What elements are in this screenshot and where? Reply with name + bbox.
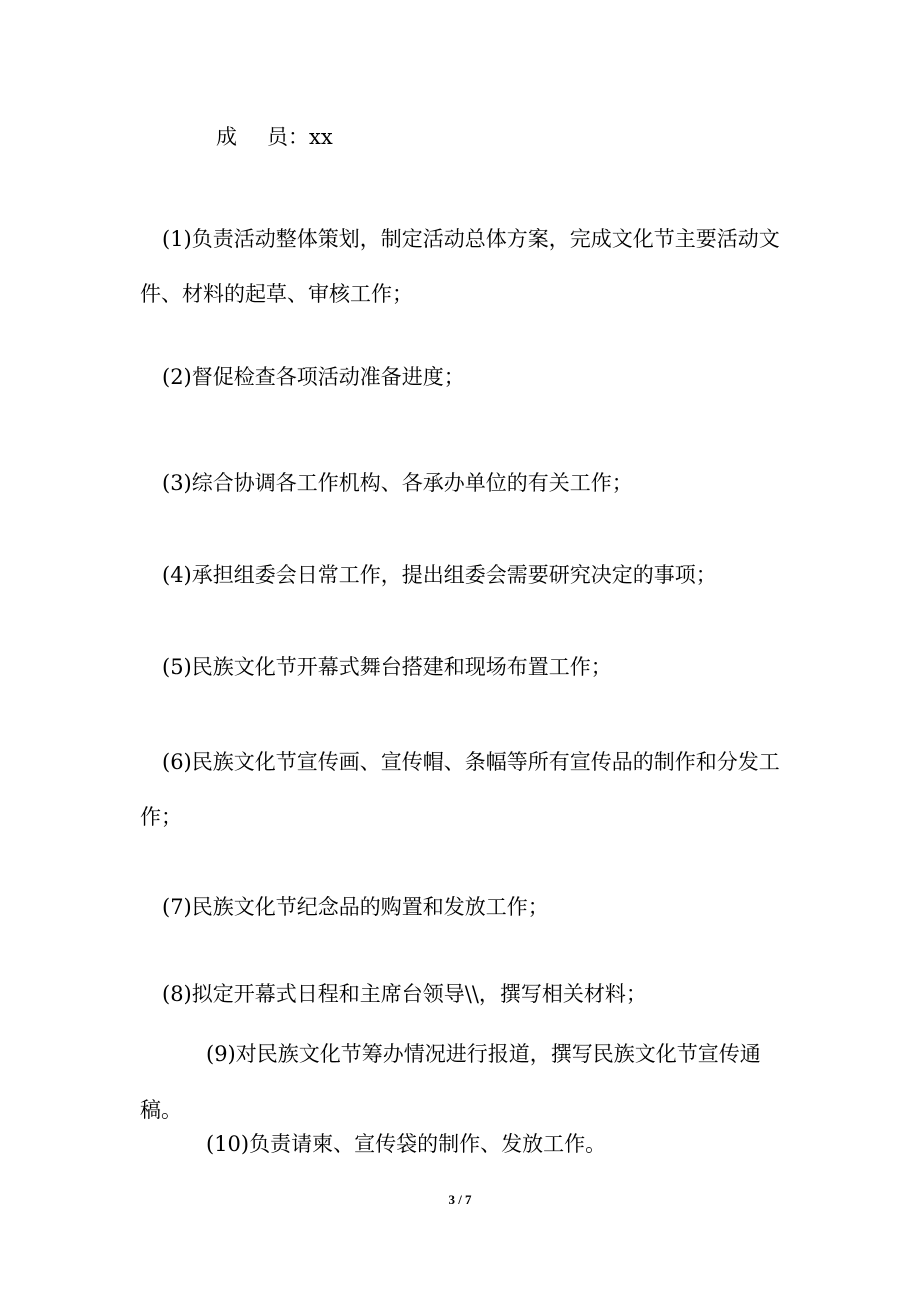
item-2: (2)督促检查各项活动准备进度； <box>162 365 465 389</box>
item-3: (3)综合协调各工作机构、各承办单位的有关工作； <box>162 471 633 495</box>
item-7: (7)民族文化节纪念品的购置和发放工作； <box>162 895 549 919</box>
item-5: (5)民族文化节开幕式舞台搭建和现场布置工作； <box>162 655 612 679</box>
member-line <box>216 123 333 152</box>
item-4: (4)承担组委会日常工作，提出组委会需要研究决定的事项； <box>162 563 717 587</box>
page-number: 3 / 7 <box>448 1192 472 1207</box>
item-10: (10)负责请柬、宣传袋的制作、发放工作。 <box>206 1132 607 1156</box>
item-8: (8)拟定开幕式日程和主席台领导\\，撰写相关材料； <box>162 982 647 1006</box>
item-6: (6)民族文化节宣传画、宣传帽、条幅等所有宣传品的制作和分发工作； <box>140 750 780 829</box>
item-9: (9)对民族文化节筹办情况进行报道，撰写民族文化节宣传通稿。 <box>140 1042 761 1122</box>
member-label: 成 <box>216 125 237 149</box>
member-label-tail: 员： <box>267 125 309 149</box>
item-1: (1)负责活动整体策划，制定活动总体方案，完成文化节主要活动文件、材料的起草、审核工作； <box>140 227 780 306</box>
member-value: xx <box>309 125 333 149</box>
